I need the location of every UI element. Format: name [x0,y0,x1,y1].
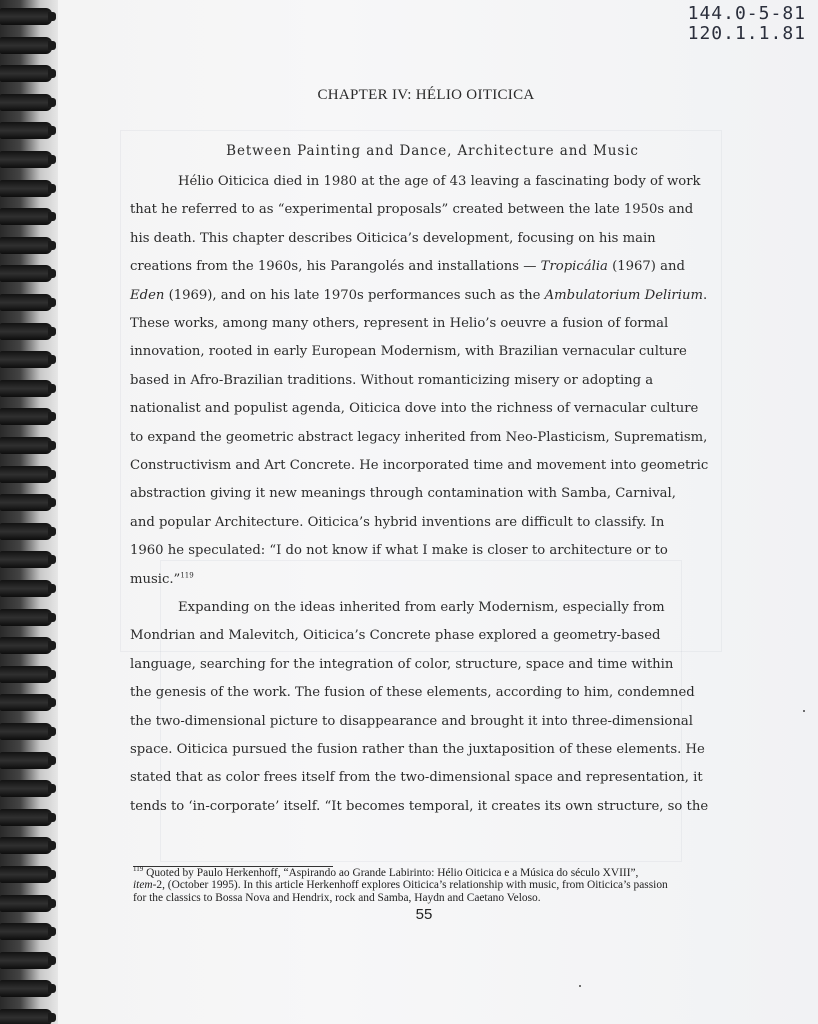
artwork-title: Tropicália [540,259,608,275]
binding-coil [0,65,52,82]
paper-speck [579,985,581,987]
binding-coil [0,980,52,997]
binding-coil [0,923,52,940]
text-line: the genesis of the work. The fusion of these elements, according to him, condemned [130,685,695,701]
binding-coil [0,895,52,912]
binding-coil [0,408,52,425]
page-number: 55 [415,906,433,923]
footnote-number: 119 [133,865,144,874]
spiral-binding [0,0,58,1024]
text-line: Constructivism and Art Concrete. He incorporated time and movement into geometric [130,458,709,474]
text-line: innovation, rooted in early European Modernism, with Brazilian vernacular culture [130,344,687,360]
paper-speck [803,710,805,712]
binding-coil [0,351,52,368]
binding-coil [0,752,52,769]
binding-coil [0,494,52,511]
artwork-title: Eden [130,287,165,303]
text-line: creations from the 1960s, his Parangolés and installations — Tropicália (1967) and [130,259,685,275]
binding-coil [0,780,52,797]
text-line: based in Afro-Brazilian traditions. Without romanticizing misery or adopting a [130,372,654,388]
footnote-line: item-2, (October 1995). In this article Herkenhoff explores Oiticica’s relationship with music, from Oiticica’s passion [133,879,668,892]
binding-coil [0,180,52,197]
text-line: Mondrian and Malevitch, Oiticica’s Concrete phase explored a geometry-based [130,628,661,644]
binding-coil [0,151,52,168]
text-line: abstraction giving it new meanings through contamination with Samba, Carnival, [130,486,676,502]
text-line: language, searching for the integration of color, structure, space and time within [130,656,674,672]
chapter-title: CHAPTER IV: HÉLIO OITICICA [317,87,535,103]
text-line: Hélio Oiticica died in 1980 at the age of 43 leaving a fascinating body of work [178,174,701,189]
artwork-title: Ambulatorium Delirium [544,287,703,303]
binding-coil [0,837,52,854]
binding-coil [0,952,52,969]
text-line: the two-dimensional picture to disappearance and brought it into three-dimensional [130,713,693,729]
text-line: These works, among many others, represent in Helio’s oeuvre a fusion of formal [130,316,669,332]
binding-coil [0,294,52,311]
binding-coil [0,466,52,483]
binding-coil [0,265,52,282]
text-line: space. Oiticica pursued the fusion rather than the juxtaposition of these elements. He [130,742,705,758]
text-line: tends to ‘in-corporate’ itself. “It becomes temporal, it creates its own structure, so the [130,798,709,814]
footnote-line: for the classics to Bossa Nova and Hendrix, rock and Samba, Haydn and Caetano Veloso. [133,891,541,904]
text-line: to expand the geometric abstract legacy inherited from Neo-Plasticism, Suprematism, [130,429,708,445]
text-line: stated that as color frees itself from the two-dimensional space and representation, it [130,770,703,786]
binding-coil [0,380,52,397]
reference-line: 144.0-5-81 [687,3,806,24]
footnote-line: $^{119}$ Quoted by Paulo Herkenhoff, “Aspirando ao Grande Labirinto: Hélio Oiticica e a Música do século XVIII”, [133,865,639,879]
text-line: music.”$^{119}$ [130,571,194,587]
text-line: and popular Architecture. Oiticica’s hybrid inventions are difficult to classify. In [130,514,665,530]
binding-coil [0,437,52,454]
paragraph-2 [130,594,730,821]
binding-coil [0,723,52,740]
handwritten-reference [686,4,806,44]
binding-coil [0,551,52,568]
binding-coil [0,609,52,626]
binding-coil [0,1009,52,1024]
binding-coil [0,8,52,25]
binding-coil [0,122,52,139]
text-line: Expanding on the ideas inherited from early Modernism, especially from [178,600,665,615]
text-line: nationalist and populist agenda, Oiticica dove into the richness of vernacular culture [130,401,699,417]
binding-coil [0,237,52,254]
binding-coil [0,523,52,540]
text-line: his death. This chapter describes Oiticica’s development, focusing on his main [130,230,656,246]
binding-coil [0,37,52,54]
footnote [133,867,733,904]
paragraph-1 [130,168,730,594]
reference-line: 120.1.1.81 [687,23,806,44]
text-line: that he referred to as “experimental proposals” created between the late 1950s and [130,202,694,218]
binding-coil [0,580,52,597]
binding-coil [0,208,52,225]
text-line: 1960 he speculated: “I do not know if what I make is closer to architecture or to [130,543,668,559]
footnote-marker: 119 [180,571,194,580]
section-heading: Between Painting and Dance, Architecture and Music [226,143,639,159]
binding-coil [0,809,52,826]
binding-coil [0,94,52,111]
binding-coil [0,323,52,340]
binding-coil [0,694,52,711]
binding-coil [0,666,52,683]
binding-coil [0,637,52,654]
text-line: Eden (1969), and on his late 1970s performances such as the Ambulatorium Delirium. [130,287,708,303]
binding-coil [0,866,52,883]
